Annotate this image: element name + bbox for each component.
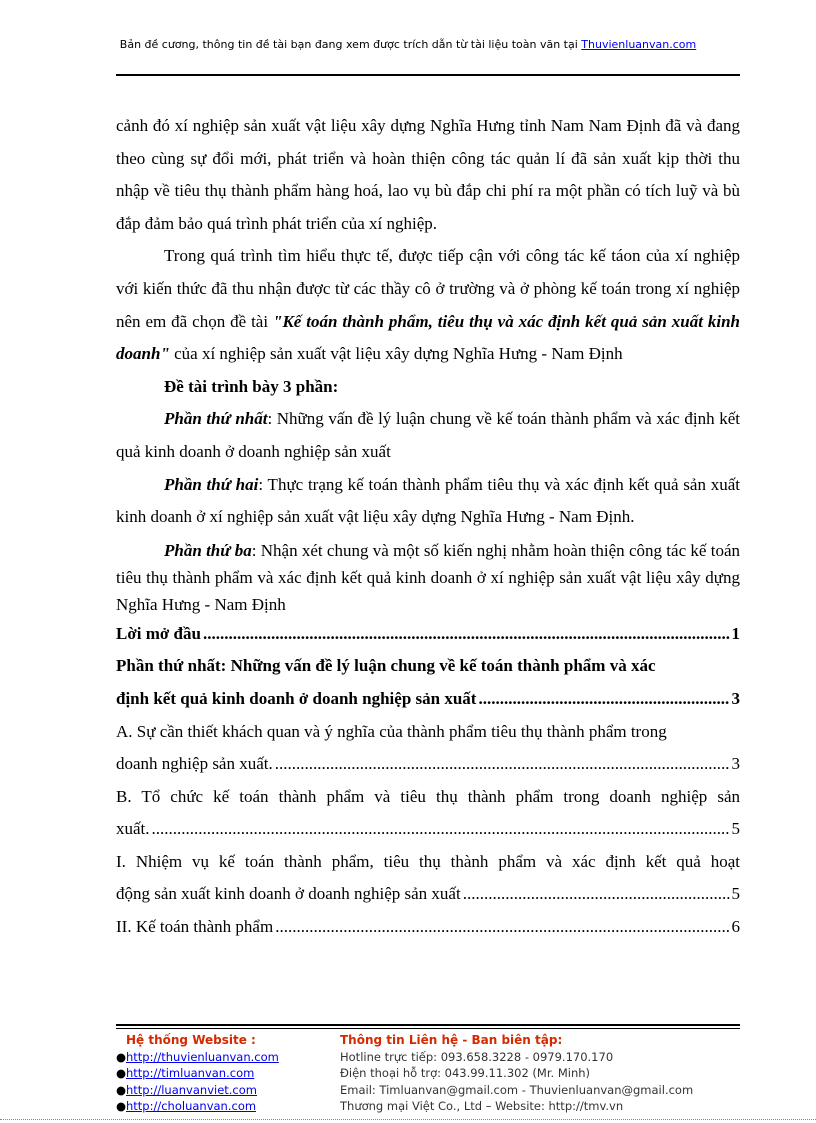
paragraph-2 xyxy=(116,240,740,370)
contact-support: Điện thoại hỗ trợ: 043.99.11.302 (Mr. Minh) xyxy=(340,1066,591,1080)
document-body xyxy=(116,110,740,944)
website-item xyxy=(116,1082,326,1099)
toc-leader xyxy=(152,813,730,846)
toc-entry-i[interactable] xyxy=(116,846,740,911)
toc-label-line1: A. Sự cần thiết khách quan và ý nghĩa của thành phẩm tiêu thụ thành phẩm trong xyxy=(116,721,667,741)
paragraph-2-end: của xí nghiệp sản xuất vật liệu xây dựng Nghĩa Hưng - Nam Định xyxy=(169,344,623,364)
website-link[interactable]: http://luanvanviet.com xyxy=(126,1082,257,1097)
banner-text: Bản đề cương, thông tin đề tài bạn đang xem được trích dẫn từ tài liệu toàn văn tại xyxy=(119,38,582,51)
part-3-label: Phần thứ ba xyxy=(164,540,252,560)
toc-leader xyxy=(275,911,729,944)
website-link[interactable]: http://thuvienluanvan.com xyxy=(126,1049,279,1064)
contact-hotline: Hotline trực tiếp: 093.658.3228 - 0979.170.170 xyxy=(340,1049,614,1064)
toc-page: 6 xyxy=(731,917,740,937)
bullet-icon: ● xyxy=(116,1082,127,1097)
part-1-label: Phần thứ nhất xyxy=(164,409,268,429)
part-2-label: Phần thứ hai xyxy=(164,474,259,494)
part-1 xyxy=(116,403,740,468)
footer-contact xyxy=(340,1032,740,1115)
toc-entry-phan-1[interactable] xyxy=(116,650,740,715)
contact-company: Thương mại Việt Co., Ltd – Website: http://tmv.vn xyxy=(340,1099,624,1113)
toc-label-line1: Phần thứ nhất: Những vấn đề lý luận chung về kế toán thành phẩm và xác xyxy=(116,656,656,676)
part-2 xyxy=(116,469,740,534)
toc-page: 5 xyxy=(731,819,740,839)
website-item xyxy=(116,1065,326,1082)
bottom-divider xyxy=(0,1119,816,1120)
banner-link[interactable]: Thuvienluanvan.com xyxy=(581,38,697,51)
bullet-icon: ● xyxy=(116,1049,127,1064)
toc-leader xyxy=(275,748,730,781)
toc-label-line2: định kết quả kinh doanh ở doanh nghiệp sản xuất xyxy=(116,688,477,708)
paragraph-1: cảnh đó xí nghiệp sản xuất vật liệu xây dựng Nghĩa Hưng tỉnh Nam Nam Định đã và đang theo cùng sự đổi mới, phát triển và hoàn thiện công tác quản lí đã sản xuất kịp thời thu nhập về tiêu thụ thành phẩm hàng hoá, lao vụ bù đắp chi phí ra một phần có tích luỹ và bù đắp đảm bảo quá trình phát triển của xí nghiệp. xyxy=(116,116,740,233)
toc-page: 3 xyxy=(731,688,740,708)
bullet-icon: ● xyxy=(116,1066,127,1080)
toc-page: 1 xyxy=(731,623,740,643)
toc-leader xyxy=(203,618,730,651)
table-of-contents xyxy=(116,618,740,944)
paragraph-2-intro: Trong quá trình tìm hiểu thực tế, được tiếp cận với công tác kế táon của xí nghiệp với kiến thức đã thu nhận được từ các thầy cô ở trường và ở phòng kế toán trong xí nghiệp nên em đã chọn đề tài xyxy=(116,246,740,331)
toc-label-line2: doanh nghiệp sản xuất. xyxy=(116,754,273,774)
websites-heading: Hệ thống Website : xyxy=(126,1033,256,1047)
footer-rule-thin xyxy=(116,1028,740,1029)
website-item xyxy=(116,1049,326,1066)
parts-heading: Đề tài trình bày 3 phần: xyxy=(164,376,339,396)
bullet-icon: ● xyxy=(116,1099,127,1113)
toc-label: II. Kế toán thành phẩm xyxy=(116,917,274,937)
footer-rule-thick xyxy=(116,1024,740,1026)
toc-entry-loi-mo-dau[interactable] xyxy=(116,618,740,651)
toc-label-line2: xuất. xyxy=(116,819,150,839)
part-3-text: : Nhận xét chung và một số kiến nghị nhằm hoàn thiện công tác kế toán tiêu thụ thành phẩm và xác định kết quả kinh doanh ở xí nghiệp sản xuất vật liệu xây dựng Nghĩa Hưng - Nam Định xyxy=(116,540,741,614)
contact-email: Email: Timluanvan@gmail.com - Thuvienluanvan@gmail.com xyxy=(340,1082,694,1097)
toc-page: 5 xyxy=(731,884,740,904)
website-link[interactable]: http://choluanvan.com xyxy=(126,1099,257,1113)
website-link[interactable]: http://timluanvan.com xyxy=(126,1066,255,1080)
toc-label: Lời mở đầu xyxy=(116,623,201,643)
toc-page: 3 xyxy=(731,754,740,774)
toc-leader xyxy=(478,683,729,716)
part-2-text: : Thực trạng kế toán thành phẩm tiêu thụ và xác định kết quả sản xuất kinh doanh ở xí nghiệp sản xuất vật liệu xây dựng Nghĩa Hưng - Nam Định. xyxy=(116,474,740,527)
contact-heading: Thông tin Liên hệ - Ban biên tập: xyxy=(340,1033,563,1047)
toc-entry-ii[interactable] xyxy=(116,911,740,944)
footer-websites xyxy=(116,1032,326,1115)
toc-label-line2: động sản xuất kinh doanh ở doanh nghiệp sản xuất xyxy=(116,884,461,904)
toc-label-line1: B. Tổ chức kế toán thành phẩm và tiêu thụ thành phẩm trong doanh nghiệp sản xyxy=(116,786,740,806)
toc-entry-b[interactable] xyxy=(116,781,740,846)
source-banner xyxy=(0,38,816,51)
part-3 xyxy=(116,534,740,618)
part-1-text: : Những vấn đề lý luận chung về kế toán thành phẩm và xác định kết quả kinh doanh ở doanh nghiệp sản xuất xyxy=(116,409,740,461)
website-item xyxy=(116,1098,326,1115)
thesis-title: "Kế toán thành phẩm, tiêu thụ và xác định kết quả sản xuất kinh doanh" xyxy=(116,311,740,364)
toc-entry-a[interactable] xyxy=(116,716,740,781)
toc-label-line1: I. Nhiệm vụ kế toán thành phẩm, tiêu thụ thành phẩm và xác định kết quả hoạt xyxy=(116,851,740,871)
header-rule xyxy=(116,74,740,76)
toc-leader xyxy=(463,878,730,911)
